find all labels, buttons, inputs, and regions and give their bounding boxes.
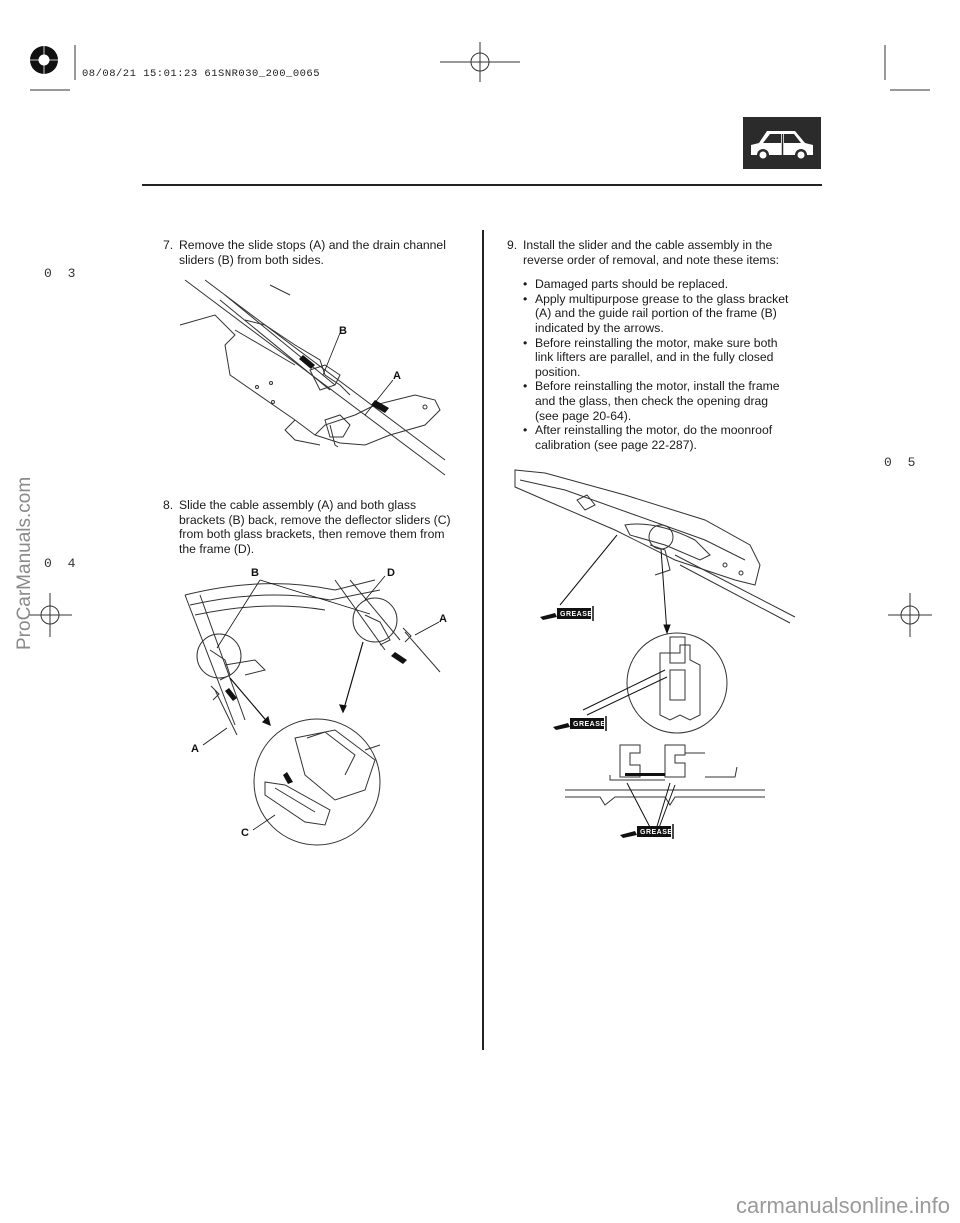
step-text: the frame (D). bbox=[179, 541, 255, 556]
step-9 bbox=[507, 238, 817, 452]
step-number: 7. bbox=[163, 238, 174, 252]
print-stamp: 08/08/21 15:01:23 61SNR030_200_0065 bbox=[82, 68, 321, 80]
step-7 bbox=[163, 238, 473, 267]
label-b: B bbox=[251, 567, 259, 579]
note-item: • Before reinstalling the motor, make sure both link lifters are parallel, and in the fully closed position. bbox=[523, 335, 778, 379]
grease-gun-icon bbox=[553, 716, 606, 731]
label-a: A bbox=[439, 613, 447, 625]
header-rule bbox=[142, 184, 822, 186]
grease-label: GREASE bbox=[560, 611, 593, 618]
note-item: • After reinstalling the motor, do the moonroof calibration (see page 22-287). bbox=[523, 423, 773, 452]
page-mark-03: 0 3 bbox=[44, 266, 80, 281]
step-8 bbox=[163, 498, 473, 556]
figure-deflector-sliders bbox=[175, 560, 455, 850]
label-c: C bbox=[241, 827, 249, 839]
car-icon bbox=[743, 117, 821, 169]
grease-gun-icon bbox=[620, 824, 673, 839]
step-text: reverse order of removal, and note these items: bbox=[523, 252, 780, 267]
step-9-notes bbox=[507, 277, 817, 452]
note-item: • Apply multipurpose grease to the glass bracket (A) and the guide rail portion of the frame (B) indicated by the arrows. bbox=[523, 291, 789, 335]
body-section-badge bbox=[743, 117, 821, 169]
note-item: • Damaged parts should be replaced. bbox=[523, 277, 729, 292]
page-mark-04: 0 4 bbox=[44, 556, 80, 571]
step-number: 8. bbox=[163, 498, 174, 512]
step-text: from both glass brackets, then remove them from bbox=[179, 527, 445, 542]
page-mark-05: 0 5 bbox=[884, 455, 920, 470]
grease-label: GREASE bbox=[573, 721, 606, 728]
label-a: A bbox=[191, 743, 199, 755]
figure-slide-stops bbox=[175, 275, 455, 480]
step-text: brackets (B) back, remove the deflector sliders (C) bbox=[179, 512, 451, 527]
grease-gun-icon bbox=[540, 606, 593, 621]
step-text: Install the slider and the cable assembly in the bbox=[523, 238, 773, 252]
label-a: A bbox=[393, 370, 401, 382]
step-text: Slide the cable assembly (A) and both glass bbox=[179, 498, 417, 512]
label-d: D bbox=[387, 567, 395, 579]
step-text: Remove the slide stops (A) and the drain channel bbox=[179, 238, 446, 252]
step-text: sliders (B) from both sides. bbox=[179, 252, 324, 267]
registration-target-icon bbox=[30, 46, 58, 74]
grease-label: GREASE bbox=[640, 829, 673, 836]
side-watermark bbox=[6, 450, 46, 650]
side-watermark-text: ProCarManuals.com bbox=[14, 476, 35, 650]
footer-watermark: carmanualsonline.info bbox=[735, 1193, 950, 1218]
step-number: 9. bbox=[507, 238, 518, 252]
figure-grease-points bbox=[505, 465, 805, 845]
label-b: B bbox=[339, 325, 347, 337]
note-item: • Before reinstalling the motor, install the frame and the glass, then check the opening drag (see page 20-64). bbox=[523, 379, 780, 423]
column-divider bbox=[482, 230, 484, 1050]
